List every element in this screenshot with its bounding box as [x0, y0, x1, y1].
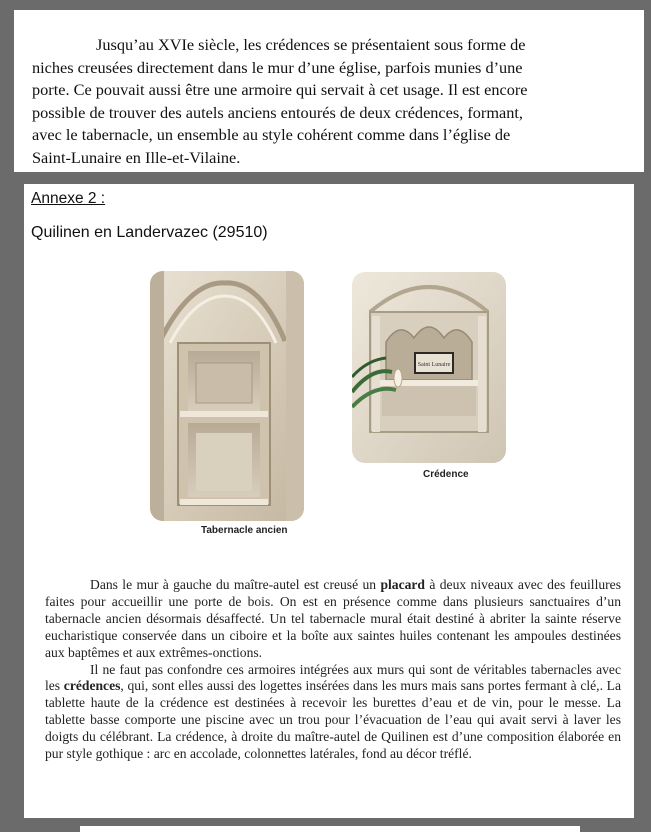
credence-photo	[352, 272, 506, 463]
intro-line-6: Saint-Lunaire en Ille-et-Vilaine.	[32, 147, 241, 167]
annex-location: Quilinen en Landervazec (29510)	[31, 224, 268, 241]
intro-line-4: possible de trouver des autels anciens entourés de deux crédences, formant,	[32, 102, 523, 122]
paragraph-2-start: Il ne faut pas confondre ces armoires intégrées aux murs qui sont de véritables tabernacles avec les	[45, 661, 621, 694]
paragraph-1-start: Dans le mur à gauche du maître-autel est creusé un	[90, 577, 381, 592]
intro-line-1: Jusqu’au XVIe siècle, les crédences se présentaient sous forme de	[96, 35, 526, 54]
credence-caption: Crédence	[423, 469, 469, 480]
paragraph-placard	[45, 577, 621, 662]
credence-placard: Saint Lunaire	[417, 362, 451, 368]
credence-illustration	[352, 272, 506, 463]
paragraph-1-rest: à deux niveaux avec des feuillures faites pour accueillir une porte de bois. On est en présence comme dans plusieurs sanctuaires d’un tabernacle ancien désormais désaffecté. Un tel tabernacle mural était destiné à abriter la sainte réserve eucharistique conservée dans un ciboire et la boîte aux saintes huiles contenant les ampoules destinées aux baptêmes et aux extrêmes-onctions.	[45, 577, 621, 660]
intro-line-3: porte. Ce pouvait aussi être une armoire qui servait à cet usage. Il est encore	[32, 80, 528, 99]
body-text	[45, 577, 621, 763]
credences-term: crédences	[63, 678, 121, 694]
intro-line-5: avec le tabernacle, un ensemble au style cohérent comme dans l’église de	[32, 125, 511, 144]
intro-text-box	[14, 10, 644, 172]
paragraph-credences	[45, 662, 621, 763]
tabernacle-illustration	[150, 271, 304, 521]
intro-paragraph	[32, 34, 630, 169]
annex-panel	[24, 184, 634, 818]
tabernacle-photo	[150, 271, 304, 521]
tabernacle-caption: Tabernacle ancien	[201, 525, 288, 536]
next-page-edge	[80, 826, 580, 832]
paragraph-2-rest: , qui, sont elles aussi des logettes insérées dans les murs mais sans portes fermant à clé,. La tablette haute de la crédence est destinées à recevoir les burettes d’eau et de vin, pour le messe. La tablette basse comporte une piscine avec un trou pour l’évacuation de l’eau qui avait servi à laver les doigts du célébrant. La crédence, à droite du maître-autel de Quilinen est d’une composition élaborée en pur style gothique : arc en accolade, colonnettes latérales, fond au décor tréflé.	[45, 678, 621, 762]
intro-line-2: niches creusées directement dans le mur d’une église, parfois munies d’une	[32, 57, 523, 77]
annex-title: Annexe 2 :	[31, 190, 106, 207]
placard-term: placard	[380, 577, 425, 592]
